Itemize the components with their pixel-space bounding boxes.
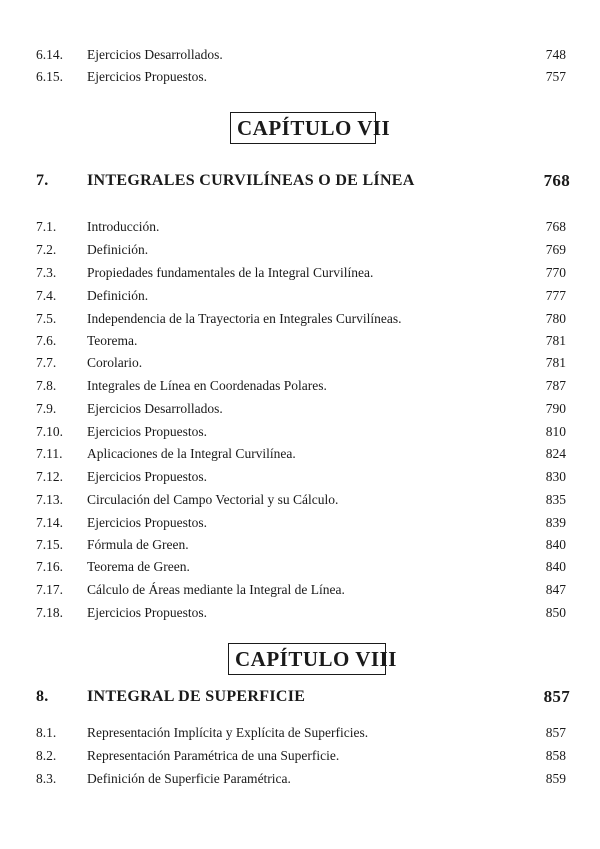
entry-number: 7.6. (36, 333, 57, 348)
toc-entry[interactable] (0, 240, 600, 260)
entry-page: 769 (545, 242, 566, 257)
entry-number: 7.10. (36, 424, 63, 439)
entry-page: 768 (545, 219, 566, 234)
entry-page: 857 (545, 725, 566, 740)
chapter-7-heading: CAPÍTULO VII (230, 112, 376, 144)
toc-entry[interactable] (0, 490, 600, 510)
entry-page: 781 (545, 355, 566, 370)
entry-page: 840 (545, 559, 566, 574)
entry-number: 7.12. (36, 469, 63, 484)
toc-entry[interactable] (0, 67, 600, 87)
entry-number: 8.3. (36, 771, 57, 786)
entry-number: 7.9. (36, 401, 57, 416)
toc-entry[interactable] (0, 217, 600, 237)
entry-page: 830 (545, 469, 566, 484)
entry-page: 835 (545, 492, 566, 507)
entry-number: 7.18. (36, 605, 63, 620)
entry-title: Circulación del Campo Vectorial y su Cálculo. (87, 492, 339, 507)
entry-page: 790 (545, 401, 566, 416)
chapter-8-title-row[interactable] (0, 684, 600, 710)
entry-page: 859 (545, 771, 566, 786)
entry-title: Propiedades fundamentales de la Integral Curvilínea. (87, 265, 374, 280)
entry-page: 757 (545, 69, 566, 84)
entry-page: 780 (545, 311, 566, 326)
toc-entry[interactable] (0, 286, 600, 306)
entry-page: 850 (545, 605, 566, 620)
entry-number: 7.8. (36, 378, 57, 393)
entry-page: 748 (545, 47, 566, 62)
entry-title: Fórmula de Green. (87, 537, 189, 552)
entry-number: 7.1. (36, 219, 57, 234)
entry-title: Introducción. (87, 219, 160, 234)
toc-entry[interactable] (0, 376, 600, 396)
entry-title: Teorema de Green. (87, 559, 190, 574)
chapter-page: 768 (543, 171, 570, 190)
entry-title: Ejercicios Desarrollados. (87, 47, 223, 62)
entry-title: Representación Paramétrica de una Superficie. (87, 748, 340, 763)
entry-title: Representación Implícita y Explícita de Superficies. (87, 725, 369, 740)
toc-entry[interactable] (0, 309, 600, 329)
entry-title: Teorema. (87, 333, 138, 348)
toc-entry[interactable] (0, 422, 600, 442)
toc-entry[interactable] (0, 263, 600, 283)
toc-entry[interactable] (0, 513, 600, 533)
entry-title: Independencia de la Trayectoria en Integrales Curvilíneas. (87, 311, 402, 326)
entry-page: 858 (545, 748, 566, 763)
entry-number: 7.17. (36, 582, 63, 597)
toc-entry[interactable] (0, 746, 600, 766)
entry-number: 8.2. (36, 748, 57, 763)
entry-number: 7.3. (36, 265, 57, 280)
entry-title: Aplicaciones de la Integral Curvilínea. (87, 446, 296, 461)
chapter-8-heading: CAPÍTULO VIII (228, 643, 386, 675)
entry-number: 7.2. (36, 242, 57, 257)
chapter-number: 7. (36, 172, 49, 189)
entry-number: 7.16. (36, 559, 63, 574)
entry-page: 824 (545, 446, 566, 461)
entry-title: Definición. (87, 288, 149, 303)
entry-title: Integrales de Línea en Coordenadas Polares. (87, 378, 327, 393)
toc-entry[interactable] (0, 769, 600, 789)
toc-entry[interactable] (0, 557, 600, 577)
entry-page: 839 (545, 515, 566, 530)
entry-title: Cálculo de Áreas mediante la Integral de Línea. (87, 582, 345, 597)
entry-title: Corolario. (87, 355, 143, 370)
chapter-7-title-row[interactable] (0, 168, 600, 194)
toc-entry[interactable] (0, 723, 600, 743)
toc-entry[interactable] (0, 444, 600, 464)
entry-page: 787 (545, 378, 566, 393)
entry-title: Definición de Superficie Paramétrica. (87, 771, 291, 786)
toc-entry[interactable] (0, 353, 600, 373)
chapter-number: 8. (36, 688, 49, 705)
entry-title: Ejercicios Propuestos. (87, 469, 207, 484)
entry-number: 7.4. (36, 288, 57, 303)
toc-entry[interactable] (0, 603, 600, 623)
entry-page: 770 (545, 265, 566, 280)
entry-number: 8.1. (36, 725, 57, 740)
toc-entry[interactable] (0, 45, 600, 65)
toc-entry[interactable] (0, 535, 600, 555)
chapter-page: 857 (543, 687, 570, 706)
toc-entry[interactable] (0, 467, 600, 487)
toc-entry[interactable] (0, 331, 600, 351)
entry-title: Ejercicios Desarrollados. (87, 401, 223, 416)
entry-number: 7.5. (36, 311, 57, 326)
entry-number: 6.15. (36, 69, 63, 84)
chapter-title: INTEGRAL DE SUPERFICIE (87, 688, 306, 705)
entry-title: Ejercicios Propuestos. (87, 424, 207, 439)
entry-title: Ejercicios Propuestos. (87, 515, 207, 530)
entry-page: 847 (545, 582, 566, 597)
entry-page: 781 (545, 333, 566, 348)
entry-title: Ejercicios Propuestos. (87, 69, 207, 84)
entry-number: 7.11. (36, 446, 63, 461)
entry-number: 7.7. (36, 355, 57, 370)
toc-entry[interactable] (0, 580, 600, 600)
chapter-title: INTEGRALES CURVILÍNEAS O DE LÍNEA (87, 172, 415, 189)
toc-entry[interactable] (0, 399, 600, 419)
entry-title: Ejercicios Propuestos. (87, 605, 207, 620)
entry-number: 7.15. (36, 537, 63, 552)
entry-number: 6.14. (36, 47, 63, 62)
entry-page: 777 (545, 288, 566, 303)
entry-page: 840 (545, 537, 566, 552)
entry-number: 7.14. (36, 515, 63, 530)
entry-number: 7.13. (36, 492, 63, 507)
entry-title: Definición. (87, 242, 149, 257)
entry-page: 810 (545, 424, 566, 439)
